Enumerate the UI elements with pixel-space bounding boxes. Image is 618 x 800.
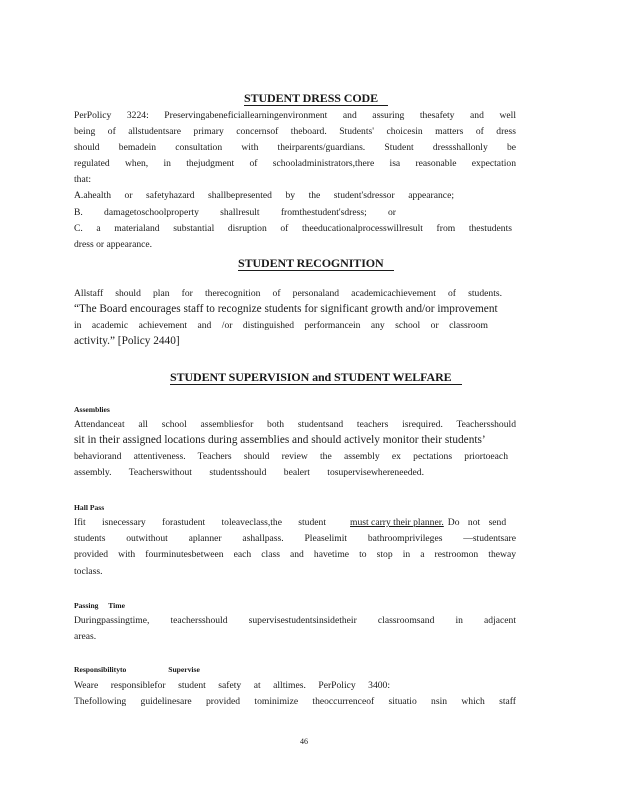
dress-code-line: dress or appearance. [74, 239, 153, 250]
supervision-heading: STUDENT SUPERVISION and STUDENT WELFARE [170, 370, 462, 385]
hall-pass-subheading: Hall Pass [74, 503, 105, 512]
passing-time-subheading: Passing Time [74, 601, 125, 610]
assemblies-line: assembly. Teacherswithout studentsshould bealert tosupervisewhereneeded. [74, 467, 424, 478]
assemblies-line: Attendanceat all school assembliesfor both studentsand teachers isrequired. Teachersshould [74, 419, 516, 430]
recognition-line: “The Board encourages staff to recognize students for significant growth and/or improvement [74, 303, 498, 315]
dress-code-line: being of allstudentsare primary concernsof theboard. Students' choicesin matters of dress [74, 126, 516, 137]
assemblies-line: sit in their assigned locations during assemblies and should actively monitor their students’ [74, 434, 486, 446]
assemblies-line: behaviorand attentiveness. Teachers should review the assembly ex pectations priortoeach [74, 451, 508, 462]
recognition-line: activity.” [Policy 2440] [74, 335, 180, 347]
dress-code-line: C. a materialand substantial disruption of theeducationalprocesswillresult from thestudents [74, 223, 512, 234]
dress-code-line: B. damagetoschoolproperty shallresult fromthestudent'sdress; or [74, 207, 396, 218]
hall-pass-line: provided with fourminutesbetween each class and havetime to stop in a restroomon theway [74, 549, 516, 560]
page-number: 46 [300, 737, 308, 746]
passing-time-line: areas. [74, 631, 97, 642]
hall-pass-line: Ifit isnecessary forastudent toleaveclass,the student must carry their planner. Do not send [74, 517, 507, 528]
passing-time-line: Duringpassingtime, teachersshould supervisestudentsinsidetheir classroomsand in adjacent [74, 615, 516, 626]
dress-code-heading: STUDENT DRESS CODE [244, 91, 388, 106]
dress-code-line: A.ahealth or safetyhazard shallbepresented by the student'sdressor appearance; [74, 190, 454, 201]
dress-code-line: that: [74, 174, 92, 185]
recognition-line: Allstaff should plan for therecognition of personaland academicachievement of students. [74, 288, 502, 299]
recognition-heading: STUDENT RECOGNITION [238, 256, 394, 271]
dress-code-line: PerPolicy 3224: Preservingabeneficiallearningenvironment and assuring thesafety and well [74, 110, 516, 121]
assemblies-subheading: Assemblies [74, 405, 110, 414]
hall-pass-line: students outwithout aplanner ashallpass. Pleaselimit bathroomprivileges —studentsare [74, 533, 516, 544]
responsibility-subheading: Responsibilityto Supervise [74, 665, 200, 674]
dress-code-line: regulated when, in thejudgment of schooladministrators,there isa reasonable expectation [74, 158, 516, 169]
hall-pass-line: toclass. [74, 566, 103, 577]
responsibility-line: Weare responsiblefor student safety at alltimes. PerPolicy 3400: [74, 680, 390, 691]
dress-code-line: should bemadein consultation with theirparents/guardians. Student dressshallonly be [74, 142, 516, 153]
recognition-line: in academic achievement and /or distinguished performancein any school or classroom [74, 320, 488, 331]
responsibility-line: Thefollowing guidelinesare provided tominimize theoccurrenceof situatio nsin which staff [74, 696, 516, 707]
